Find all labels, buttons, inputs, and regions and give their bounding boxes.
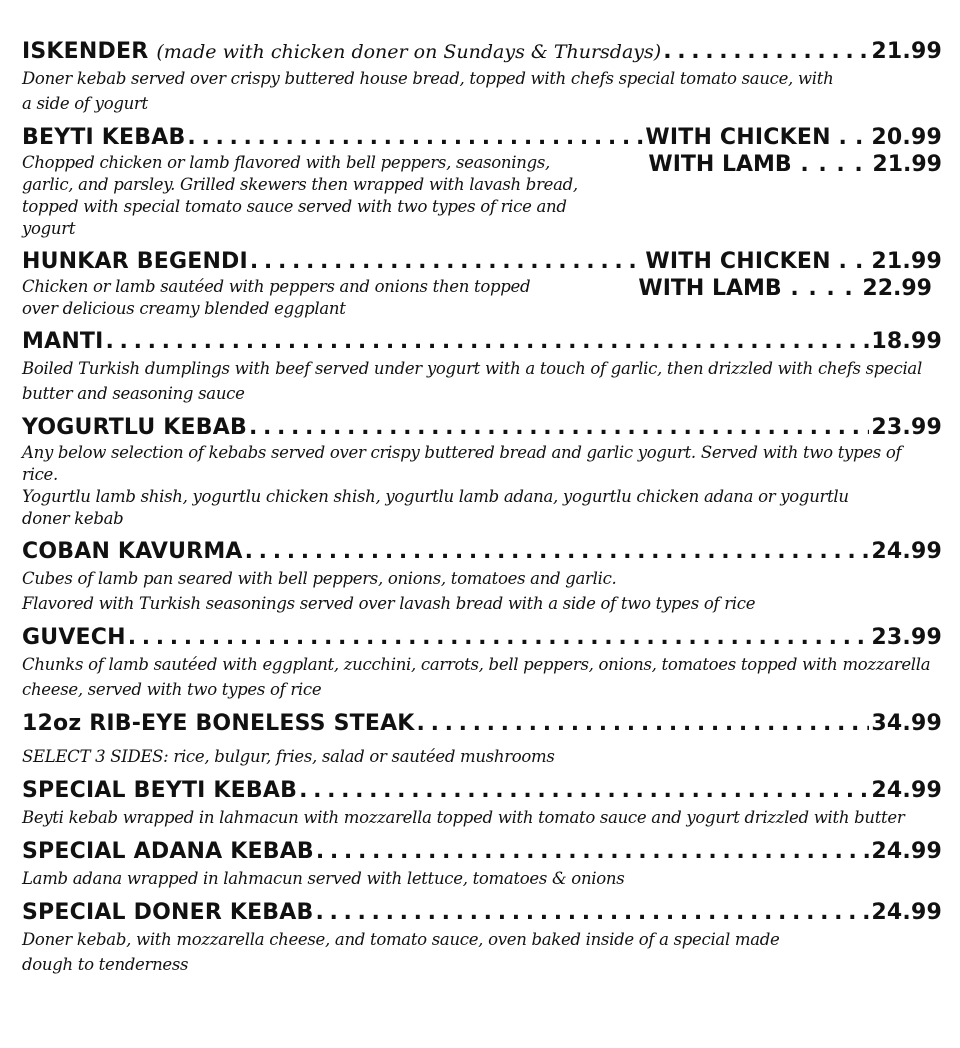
description-line: Yogurtlu lamb shish, yogurtlu chicken shish, yogurtlu lamb adana, yogurtlu chicken adana or yogurtlu	[22, 487, 849, 506]
dot-leader	[187, 124, 643, 152]
dot-leader	[299, 777, 869, 805]
item-name: MANTI	[22, 329, 104, 354]
item-description	[22, 442, 942, 530]
item-description	[22, 66, 942, 116]
option-chicken-label: WITH CHICKEN	[645, 125, 831, 150]
option-chicken-label: WITH CHICKEN	[645, 249, 831, 274]
item-heading	[22, 414, 942, 442]
menu-item-special-beyti-kebab	[22, 777, 942, 830]
option-lamb-price: 22.99	[862, 276, 932, 301]
item-name: ISKENDER	[22, 39, 149, 64]
menu-item-special-doner-kebab	[22, 899, 942, 977]
description-line: garlic, and parsley. Grilled skewers then wrapped with lavash bread,	[22, 175, 578, 194]
dot-leader	[663, 38, 869, 66]
item-heading	[22, 38, 942, 66]
dot-leader: . . . .	[791, 152, 873, 177]
item-name: SPECIAL BEYTI KEBAB	[22, 778, 298, 803]
dot-leader	[316, 838, 870, 866]
description-line: SELECT 3 SIDES: rice, bulgur, fries, salad or sautéed mushrooms	[22, 747, 555, 766]
dot-leader	[249, 414, 869, 442]
menu-item-coban-kavurma	[22, 538, 942, 616]
description-line: butter and seasoning sauce	[22, 384, 245, 403]
item-name: GUVECH	[22, 625, 126, 650]
dot-leader	[245, 538, 870, 566]
menu-item-rib-eye-steak	[22, 710, 942, 769]
menu-item-yogurtlu-kebab	[22, 414, 942, 530]
item-name: SPECIAL DONER KEBAB	[22, 900, 314, 925]
option-chicken-price: 21.99	[871, 249, 942, 274]
dot-leader	[250, 248, 643, 276]
item-price: 34.99	[871, 711, 942, 736]
item-heading	[22, 624, 942, 652]
item-price: 24.99	[871, 900, 942, 925]
item-description	[22, 866, 942, 891]
menu-item-special-adana-kebab	[22, 838, 942, 891]
item-description	[22, 805, 942, 830]
item-heading	[22, 899, 942, 927]
description-line: Doner kebab served over crispy buttered house bread, topped with chefs special tomato sauce, with	[22, 69, 834, 88]
option-chicken-price: 20.99	[871, 125, 942, 150]
dot-leader	[106, 328, 870, 356]
menu-page	[22, 38, 942, 985]
description-line: Doner kebab, with mozzarella cheese, and tomato sauce, oven baked inside of a special made	[22, 930, 780, 949]
description-line: doner kebab	[22, 509, 124, 528]
description-line: cheese, served with two types of rice	[22, 680, 322, 699]
item-price: 18.99	[871, 329, 942, 354]
item-price: 23.99	[871, 415, 942, 440]
item-name: 12oz RIB-EYE BONELESS STEAK	[22, 711, 415, 736]
item-description	[22, 744, 942, 769]
item-price: 23.99	[871, 625, 942, 650]
menu-item-manti	[22, 328, 942, 406]
item-heading	[22, 124, 942, 152]
item-heading	[22, 328, 942, 356]
description-line: topped with special tomato sauce served with two types of rice and yogurt	[22, 197, 567, 238]
item-description	[22, 276, 622, 320]
item-body	[22, 152, 942, 240]
item-price: 24.99	[871, 839, 942, 864]
item-heading	[22, 838, 942, 866]
dot-leader: . . . .	[781, 276, 863, 301]
menu-item-iskender	[22, 38, 942, 116]
item-description	[22, 152, 622, 240]
item-heading	[22, 538, 942, 566]
item-name: COBAN KAVURMA	[22, 539, 243, 564]
description-line: Chunks of lamb sautéed with eggplant, zucchini, carrots, bell peppers, onions, tomatoes topped with mozzarella	[22, 655, 931, 674]
dot-leader: . .	[830, 249, 872, 274]
item-note: (made with chicken doner on Sundays & Thursdays)	[156, 41, 662, 63]
dot-leader	[128, 624, 870, 652]
description-line: dough to tenderness	[22, 955, 189, 974]
item-name: HUNKAR BEGENDI	[22, 249, 248, 274]
dot-leader	[315, 899, 869, 927]
option-lamb-price: 21.99	[872, 152, 942, 177]
dot-leader	[417, 710, 870, 738]
option-lamb-row	[632, 276, 942, 302]
item-name: YOGURTLU KEBAB	[22, 415, 247, 440]
description-line: Lamb adana wrapped in lahmacun served with lettuce, tomatoes & onions	[22, 869, 625, 888]
description-line: Cubes of lamb pan seared with bell peppers, onions, tomatoes and garlic.	[22, 569, 617, 588]
item-description	[22, 927, 942, 977]
description-line: Any below selection of kebabs served over crispy buttered bread and garlic yogurt. Served with two types of rice.	[22, 443, 902, 484]
item-price: 24.99	[871, 539, 942, 564]
item-description	[22, 652, 942, 702]
menu-item-hunkar-begendi	[22, 248, 942, 320]
description-line: Flavored with Turkish seasonings served over lavash bread with a side of two types of rice	[22, 594, 756, 613]
item-body	[22, 276, 942, 320]
item-heading	[22, 248, 942, 276]
description-line: Beyti kebab wrapped in lahmacun with mozzarella topped with tomato sauce and yogurt drizzled with butter	[22, 808, 905, 827]
description-line: over delicious creamy blended eggplant	[22, 299, 346, 318]
menu-item-guvech	[22, 624, 942, 702]
item-description	[22, 566, 942, 616]
option-lamb-row	[642, 152, 942, 178]
description-line: a side of yogurt	[22, 94, 148, 113]
dot-leader: . .	[830, 125, 872, 150]
item-description	[22, 356, 942, 406]
option-lamb-label: WITH LAMB	[638, 276, 782, 301]
description-line: Chopped chicken or lamb flavored with bell peppers, seasonings,	[22, 153, 550, 172]
menu-item-beyti-kebab	[22, 124, 942, 240]
item-price: 21.99	[871, 39, 942, 64]
item-name: SPECIAL ADANA KEBAB	[22, 839, 314, 864]
item-heading	[22, 777, 942, 805]
item-name: BEYTI KEBAB	[22, 125, 186, 150]
option-lamb-label: WITH LAMB	[648, 152, 792, 177]
description-line: Boiled Turkish dumplings with beef served under yogurt with a touch of garlic, then drizzled with chefs special	[22, 359, 922, 378]
item-price: 24.99	[871, 778, 942, 803]
item-heading	[22, 710, 942, 738]
description-line: Chicken or lamb sautéed with peppers and onions then topped	[22, 277, 531, 296]
